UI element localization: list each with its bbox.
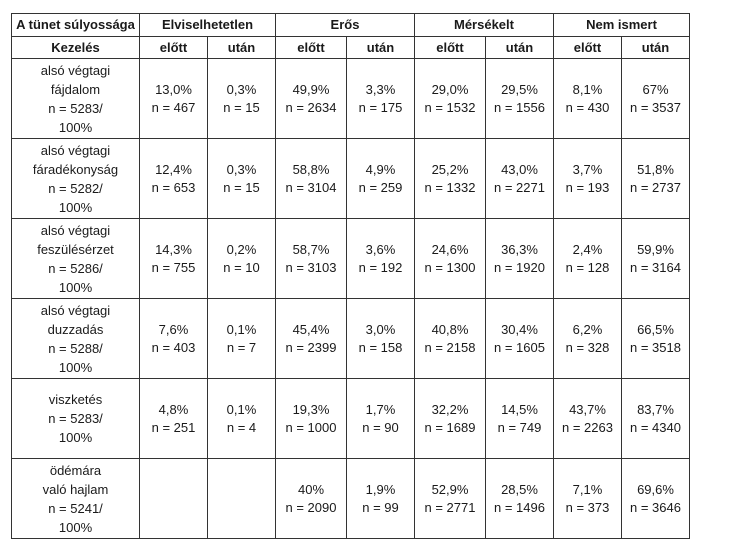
sub-header-before: előtt xyxy=(554,37,622,59)
cell-percent: 3,7% xyxy=(572,161,603,177)
cell-percent: 3,0% xyxy=(365,321,396,337)
cell-percent: 13,0% xyxy=(155,81,192,97)
data-cell xyxy=(347,139,415,219)
cell-percent: 0,2% xyxy=(226,241,257,257)
cell-percent: 69,6% xyxy=(637,481,674,497)
data-cell xyxy=(554,299,622,379)
group-header-strong: Erős xyxy=(276,14,415,37)
cell-count: n = 2158 xyxy=(424,339,476,355)
table-row xyxy=(12,379,690,459)
data-cell xyxy=(208,379,276,459)
cell-percent: 49,9% xyxy=(292,81,330,97)
group-header-unbearable: Elviselhetetlen xyxy=(140,14,276,37)
data-cell xyxy=(208,139,276,219)
cell-percent: 3,6% xyxy=(365,241,396,257)
data-cell xyxy=(347,379,415,459)
cell-count: n = 430 xyxy=(565,99,610,115)
sub-header-before: előtt xyxy=(415,37,486,59)
row-label-line: n = 5282/ xyxy=(48,180,103,196)
cell-count: n = 7 xyxy=(226,339,257,355)
sub-header-before: előtt xyxy=(140,37,208,59)
data-cell xyxy=(415,219,486,299)
cell-percent: 29,5% xyxy=(501,81,538,97)
row-label-line: 100% xyxy=(58,359,93,375)
data-cell xyxy=(276,219,347,299)
data-cell xyxy=(276,299,347,379)
data-cell xyxy=(415,139,486,219)
cell-count: n = 2771 xyxy=(424,499,476,515)
cell-percent: 4,9% xyxy=(365,161,396,177)
cell-percent: 36,3% xyxy=(501,241,538,257)
cell-count: n = 1332 xyxy=(424,179,476,195)
data-cell xyxy=(415,459,486,539)
data-cell xyxy=(347,59,415,139)
row-label-line: 100% xyxy=(58,199,93,215)
cell-percent: 83,7% xyxy=(637,401,674,417)
row-label-line: alsó végtagi xyxy=(40,62,111,78)
cell-count: n = 1920 xyxy=(494,259,545,275)
cell-percent: 28,5% xyxy=(501,481,538,497)
cell-count: n = 1000 xyxy=(285,419,337,435)
row-label-cell xyxy=(12,219,140,299)
header-row-sub xyxy=(12,37,690,59)
data-cell xyxy=(276,379,347,459)
data-cell xyxy=(622,459,690,539)
data-cell xyxy=(415,299,486,379)
data-cell xyxy=(347,459,415,539)
cell-percent: 43,7% xyxy=(569,401,606,417)
data-cell xyxy=(347,219,415,299)
data-cell xyxy=(140,299,208,379)
cell-count: n = 3646 xyxy=(630,499,681,515)
row-label-line: 100% xyxy=(58,430,93,445)
row-label-line: n = 5283/ xyxy=(48,411,103,426)
cell-count: n = 2090 xyxy=(285,499,337,515)
data-cell xyxy=(276,59,347,139)
row-label-line: 100% xyxy=(58,279,93,295)
sub-header-after: után xyxy=(347,37,415,59)
row-label-line: duzzadás xyxy=(47,321,104,337)
cell-count: n = 192 xyxy=(358,259,403,275)
row-label-cell xyxy=(12,299,140,379)
row-label-line: 100% xyxy=(58,519,93,535)
cell-percent: 25,2% xyxy=(431,161,469,177)
data-cell xyxy=(554,459,622,539)
cell-count: n = 175 xyxy=(358,99,403,115)
data-cell xyxy=(208,219,276,299)
cell-percent: 6,2% xyxy=(572,321,603,337)
cell-count: n = 467 xyxy=(151,99,196,115)
cell-count: n = 749 xyxy=(497,419,542,435)
data-cell xyxy=(276,459,347,539)
row-label-line: való hajlam xyxy=(42,481,109,497)
row-label-line: viszketés xyxy=(48,392,103,407)
cell-percent: 19,3% xyxy=(292,401,330,417)
symptom-severity-table xyxy=(11,13,690,539)
corner-header-treatment: Kezelés xyxy=(12,37,140,59)
cell-count: n = 3104 xyxy=(285,179,337,195)
cell-percent: 14,5% xyxy=(501,401,538,417)
data-cell xyxy=(622,379,690,459)
data-cell xyxy=(347,299,415,379)
data-cell xyxy=(554,139,622,219)
cell-percent: 52,9% xyxy=(431,481,469,497)
cell-count: n = 128 xyxy=(565,259,610,275)
group-header-unknown: Nem ismert xyxy=(554,14,690,37)
row-label-line: n = 5241/ xyxy=(48,500,103,516)
sub-header-before: előtt xyxy=(276,37,347,59)
cell-count: n = 2263 xyxy=(562,419,613,435)
cell-count: n = 373 xyxy=(565,499,610,515)
data-cell xyxy=(622,219,690,299)
data-cell xyxy=(276,139,347,219)
cell-count: n = 2399 xyxy=(285,339,337,355)
data-cell xyxy=(486,459,554,539)
cell-count: n = 328 xyxy=(565,339,610,355)
sub-header-after: után xyxy=(208,37,276,59)
cell-count: n = 2634 xyxy=(285,99,337,115)
cell-percent: 29,0% xyxy=(431,81,469,97)
cell-count: n = 755 xyxy=(151,259,196,275)
cell-count: n = 2737 xyxy=(630,179,681,195)
header-row-groups xyxy=(12,14,690,37)
group-header-moderate: Mérsékelt xyxy=(415,14,554,37)
data-cell xyxy=(208,459,276,539)
cell-percent: 0,1% xyxy=(226,321,257,337)
cell-percent: 67% xyxy=(642,81,669,97)
row-label-line: alsó végtagi xyxy=(40,222,111,238)
corner-header-severity: A tünet súlyossága xyxy=(12,14,140,37)
table-row xyxy=(12,459,690,539)
cell-count: n = 4340 xyxy=(630,419,681,435)
row-label-cell xyxy=(12,459,140,539)
table-row xyxy=(12,139,690,219)
cell-count: n = 1689 xyxy=(424,419,476,435)
cell-percent: 1,7% xyxy=(365,401,396,417)
cell-count: n = 653 xyxy=(151,179,196,195)
data-cell xyxy=(554,59,622,139)
data-cell xyxy=(554,379,622,459)
data-cell xyxy=(486,59,554,139)
row-label-line: feszülésérzet xyxy=(37,241,114,257)
data-cell xyxy=(140,459,208,539)
data-cell xyxy=(208,59,276,139)
data-cell xyxy=(486,219,554,299)
cell-count: n = 3537 xyxy=(630,99,681,115)
row-label-line: 100% xyxy=(58,119,93,135)
data-cell xyxy=(486,379,554,459)
data-cell xyxy=(622,299,690,379)
row-label-line: ödémára xyxy=(49,462,102,478)
cell-count: n = 1556 xyxy=(494,99,545,115)
cell-count: n = 99 xyxy=(362,499,399,515)
row-label-line: n = 5288/ xyxy=(48,340,103,356)
data-cell xyxy=(140,139,208,219)
data-cell xyxy=(140,379,208,459)
cell-count: n = 1300 xyxy=(424,259,476,275)
cell-percent: 8,1% xyxy=(572,81,603,97)
row-label-cell xyxy=(12,379,140,459)
cell-percent: 59,9% xyxy=(637,241,674,257)
cell-count: n = 15 xyxy=(223,179,260,195)
data-cell xyxy=(415,379,486,459)
row-label-line: n = 5286/ xyxy=(48,260,103,276)
data-cell xyxy=(486,299,554,379)
cell-percent: 58,7% xyxy=(292,241,330,257)
sub-header-after: után xyxy=(486,37,554,59)
data-cell xyxy=(208,299,276,379)
data-cell xyxy=(622,139,690,219)
row-label-line: alsó végtagi xyxy=(40,142,111,158)
data-cell xyxy=(486,139,554,219)
cell-percent: 2,4% xyxy=(572,241,603,257)
data-cell xyxy=(622,59,690,139)
cell-count: n = 1496 xyxy=(494,499,545,515)
sub-header-after: után xyxy=(622,37,690,59)
cell-count: n = 158 xyxy=(358,339,403,355)
row-label-line: fájdalom xyxy=(50,81,101,97)
cell-percent: 43,0% xyxy=(501,161,538,177)
cell-count: n = 193 xyxy=(565,179,610,195)
cell-percent: 7,6% xyxy=(158,321,189,337)
cell-percent: 12,4% xyxy=(155,161,192,177)
cell-percent: 45,4% xyxy=(292,321,330,337)
cell-percent: 58,8% xyxy=(292,161,330,177)
cell-count: n = 3518 xyxy=(630,339,681,355)
cell-count: n = 10 xyxy=(223,259,260,275)
cell-count: n = 90 xyxy=(362,419,399,435)
row-label-line: n = 5283/ xyxy=(48,100,103,116)
cell-count: n = 4 xyxy=(226,419,257,435)
cell-count: n = 15 xyxy=(223,99,260,115)
cell-count: n = 3103 xyxy=(285,259,337,275)
cell-percent: 30,4% xyxy=(501,321,538,337)
data-cell xyxy=(140,219,208,299)
table-row xyxy=(12,299,690,379)
cell-percent: 0,3% xyxy=(226,161,257,177)
cell-percent: 14,3% xyxy=(155,241,192,257)
cell-count: n = 3164 xyxy=(630,259,681,275)
data-cell xyxy=(415,59,486,139)
cell-percent: 24,6% xyxy=(431,241,469,257)
cell-count: n = 1605 xyxy=(494,339,545,355)
cell-percent: 32,2% xyxy=(431,401,469,417)
cell-count: n = 259 xyxy=(358,179,403,195)
cell-count: n = 403 xyxy=(151,339,196,355)
data-cell xyxy=(140,59,208,139)
cell-percent: 51,8% xyxy=(637,161,674,177)
cell-percent: 0,3% xyxy=(226,81,257,97)
cell-percent: 7,1% xyxy=(572,481,603,497)
cell-percent: 3,3% xyxy=(365,81,396,97)
cell-percent: 1,9% xyxy=(365,481,396,497)
cell-count: n = 1532 xyxy=(424,99,476,115)
table-row xyxy=(12,219,690,299)
cell-percent: 66,5% xyxy=(637,321,674,337)
row-label-cell xyxy=(12,139,140,219)
row-label-cell xyxy=(12,59,140,139)
cell-count: n = 2271 xyxy=(494,179,545,195)
cell-percent: 0,1% xyxy=(226,401,257,417)
cell-percent: 40% xyxy=(297,481,325,497)
row-label-line: fáradékonyság xyxy=(32,161,119,177)
row-label-line: alsó végtagi xyxy=(40,302,111,318)
data-cell xyxy=(554,219,622,299)
cell-percent: 4,8% xyxy=(158,401,189,417)
table-row xyxy=(12,59,690,139)
cell-percent: 40,8% xyxy=(431,321,469,337)
cell-count: n = 251 xyxy=(151,419,196,435)
